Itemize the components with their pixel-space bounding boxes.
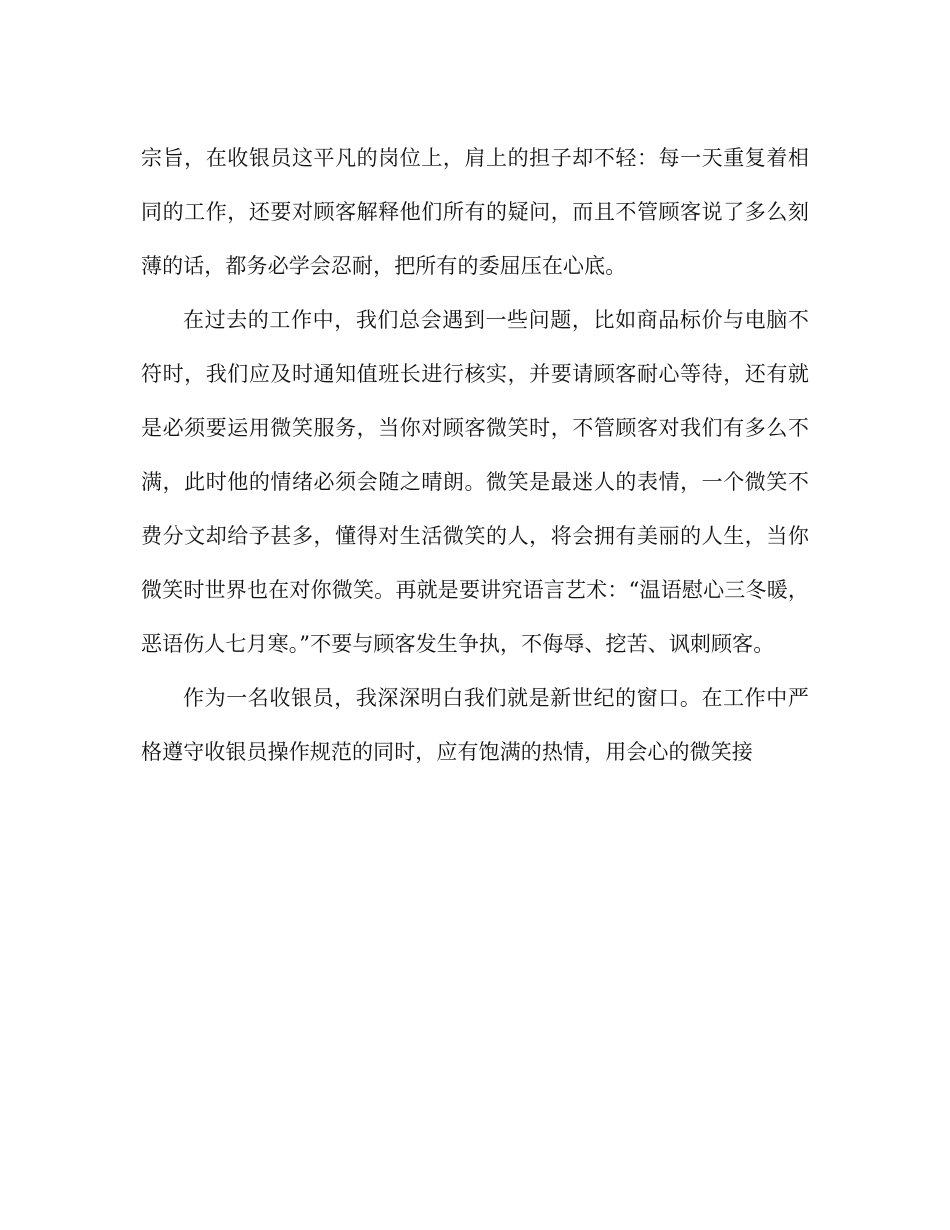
paragraph-3: 作为一名收银员，我深深明白我们就是新世纪的窗口。在工作中严格遵守收银员操作规范的同时，应有饱满的热情，用会心的微笑接	[141, 686, 809, 764]
paragraph-2: 在过去的工作中，我们总会遇到一些问题，比如商品标价与电脑不符时，我们应及时通知值班长进行核实，并要请顾客耐心等待，还有就是必须要运用微笑服务，当你对顾客微笑时，不管顾客对我们有多么不满，此时他的情绪必须会随之晴朗。微笑是最迷人的表情，一个微笑不费分文却给予甚多，懂得对生活微笑的人，将会拥有美丽的人生，当你微笑时世界也在对你微笑。再就是要讲究语言艺术：“温语慰心三冬暖，恶语伤人七月寒。”不要与顾客发生争执，不侮辱、挖苦、讽刺顾客。	[141, 308, 809, 656]
paragraph-1: 宗旨，在收银员这平凡的岗位上，肩上的担子却不轻：每一天重复着相同的工作，还要对顾客解释他们所有的疑问，而且不管顾客说了多么刻薄的话，都务必学会忍耐，把所有的委屈压在心底。	[141, 146, 809, 278]
document-body	[141, 131, 809, 779]
